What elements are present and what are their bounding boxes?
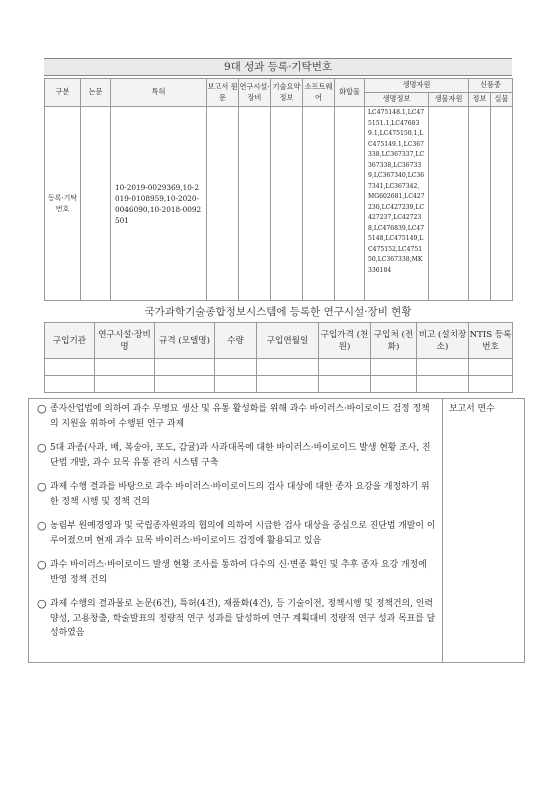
section-title-equipment: 국가과학기술종합정보시스템에 등록한 연구시설·장비 현황	[144, 306, 412, 318]
header-quantity: 수량	[215, 323, 257, 359]
header-variety-info: 정보	[469, 93, 491, 107]
patent-numbers-cell: 10-2019-0029369,10-2019-0108959,10-2020-0046090,10-2018-0092501	[111, 107, 207, 301]
header-report-original: 보고서 원문	[207, 79, 239, 107]
tech-summary-cell	[271, 107, 303, 301]
software-cell	[303, 107, 335, 301]
compound-cell	[335, 107, 365, 301]
list-item: ○ 5대 과종(사과, 배, 복숭아, 포도, 감귤)과 사과대목에 대한 바이러스·바이로이드 발생 현황 조사, 진단법 개발, 과수 묘목 유통 관리 시스템 구축	[37, 441, 436, 470]
circle-bullet-icon: ○	[37, 597, 47, 610]
header-bio-info: 생명정보	[365, 93, 429, 107]
header-tech-summary: 기술요약 정보	[271, 79, 303, 107]
header-ntis: NTIS 등록번호	[469, 323, 513, 359]
list-item: ○ 과제 수행 결과를 바탕으로 과수 바이러스·바이로이드의 검사 대상에 대한 종자 요강을 개정하기 위한 정책 시행 및 정책 건의	[37, 480, 436, 509]
equipment-table	[44, 322, 513, 393]
header-purchase-date: 구입연월일	[257, 323, 319, 359]
circle-bullet-icon: ○	[37, 402, 47, 415]
circle-bullet-icon: ○	[37, 441, 47, 454]
header-patent: 특허	[111, 79, 207, 107]
header-price: 구입가격 (천원)	[319, 323, 371, 359]
list-item: ○ 과수 바이러스·바이로이드 발생 현황 조사를 통하여 다수의 신·변종 확인 및 추후 종자 요강 개정에 반영 정책 건의	[37, 558, 436, 587]
circle-bullet-icon: ○	[37, 558, 47, 571]
header-category: 구분	[45, 79, 81, 107]
table-row	[45, 359, 513, 376]
list-item: ○ 농림부 원예경영과 및 국립종자원과의 협의에 의하여 시급한 검사 대상을 중심으로 진단법 개발이 이루어졌으며 현재 과수 묘목 바이러스·바이로이드 검정에 활용되고 있음	[37, 519, 436, 548]
header-equipment-name: 연구시설·장비명	[95, 323, 155, 359]
variety-info-cell	[469, 107, 491, 301]
header-vendor: 구입처 (전화)	[371, 323, 417, 359]
research-equipment-cell	[239, 107, 271, 301]
summary-box	[28, 398, 525, 663]
list-item: ○ 종자산업법에 의하여 과수 무병묘 생산 및 유통 활성화를 위해 과수 바이러스·바이로이드 검정 정책의 지원을 위하여 수행된 연구 과제	[37, 402, 436, 431]
list-item: ○ 과제 수행의 결과물로 논문(6건), 특허(4건), 재품화(4건), 등 기술이전, 정책시행 및 정책건의, 인력양성, 고용창출, 학술발표의 정량적 연구 성과를 달성하여 연구 계획대비 정량적 연구 성과 목표를 달성하였음	[37, 597, 436, 641]
header-research-equipment: 연구시설·장비	[239, 79, 271, 107]
bio-resource-cell	[429, 107, 469, 301]
section-title-registration: 9대 성과 등록·기탁번호	[44, 58, 512, 76]
summary-items	[29, 399, 443, 663]
header-paper: 논문	[81, 79, 111, 107]
circle-bullet-icon: ○	[37, 480, 47, 493]
registration-table	[44, 78, 513, 301]
header-software: 소프트웨어	[303, 79, 335, 107]
paper-cell	[81, 107, 111, 301]
circle-bullet-icon: ○	[37, 519, 47, 532]
header-spec: 규격 (모델명)	[155, 323, 215, 359]
report-pages-label: 보고서 면수	[443, 399, 525, 663]
table-row	[45, 376, 513, 393]
header-variety-actual: 실물	[491, 93, 513, 107]
bio-info-accessions-cell: LC475148.1,LC475151.1,LC476839.1,LC475150.1,LC475149.1,LC367338,LC367337,LC367338,LC367339,LC367340,LC367341,LC367342,MG602681,LC427230,LC427239,LC427237,LC427238,LC476839,LC475148,LC475149,LC475152,LC475150,LC367338,MK336184	[365, 107, 429, 301]
variety-actual-cell	[491, 107, 513, 301]
header-bio-resource-sub: 생물자원	[429, 93, 469, 107]
header-agency: 구입기관	[45, 323, 95, 359]
report-original-cell	[207, 107, 239, 301]
header-note: 비고 (설치장소)	[417, 323, 469, 359]
header-bio-resource: 생명자원	[365, 79, 469, 93]
row-category-cell: 등록·기탁번호	[45, 107, 81, 301]
header-compound: 화합물	[335, 79, 365, 107]
header-new-variety: 신품종	[469, 79, 513, 93]
